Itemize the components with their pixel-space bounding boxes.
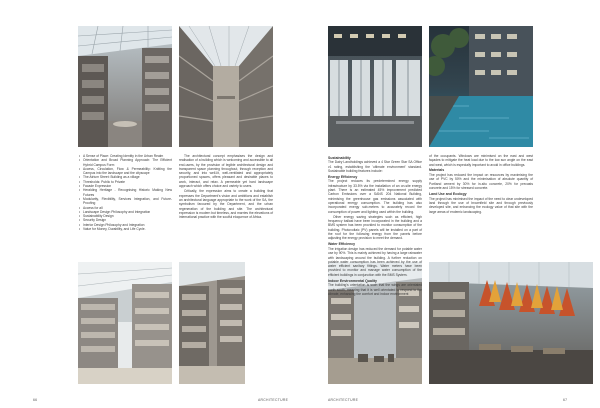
dining-hall-photo-bottom-right <box>429 262 593 384</box>
body-paragraph: The building's orientation is such that the wings are orientated north south, meaning that it is well orientated to respond to the climate, enhancing the comfort and indoor environment <box>328 283 422 296</box>
body-paragraph: The project has minimised the impact of the need to clear undeveloped land through the use of brownfield site and through previously developed site, and enhancing the ecology value of that site with the large areas of endemic landscaping. <box>429 196 533 214</box>
body-paragraph: of the occupants. Windows are minimised on the east and west façades to mitigate the heat load due to the low sun angle on the east and west, which is especially important to avoid in office buildings. <box>429 154 533 167</box>
folio-title-right: ARCHITECTURE <box>328 398 359 402</box>
sustainability-text-column-1 <box>328 154 422 297</box>
folio-title-left: ARCHITECTURE <box>258 398 289 402</box>
section-heading: Water Efficiency <box>328 242 356 247</box>
architectural-concept-text <box>179 154 273 220</box>
list-item: • Sustainability Design <box>83 214 172 218</box>
body-paragraph: The project has reduced the impact on resources by maximising the use of PVC by 50% and the minimisation of absolute quantity of Portland cement by 30% for in-situ concrete, 20% for precasts concrete and 15% for stressed concrete. <box>429 173 533 191</box>
list-item: • A Sense of Place: Creating Identity in the Urban Realm <box>83 154 172 158</box>
list-item: • Access for all <box>83 206 172 210</box>
list-item: • Security Design <box>83 218 172 222</box>
section-heading: Energy Efficiency <box>328 174 358 179</box>
list-item: • Landscape Design Philosophy and Integration <box>83 210 172 214</box>
atrium-photo-top-left <box>78 26 172 147</box>
list-item: • The Atrium Street: Building as a village <box>83 175 172 179</box>
body-paragraph: Critically, the expression aims to create a building that expresses the Department's vision and ambitions and establish an architectural language appropriate to the work of the SA, the symbolism favoured by the Department, and the urban regeneration of the building and site. The architectural expression is modern but timeless, and marries the elevations of international practice with the soulful eloquence of Africa. <box>179 189 274 220</box>
list-item: • Interior Design Philosophy and Integration <box>83 223 172 227</box>
atrium-photo-bottom-narrow <box>179 262 245 384</box>
body-paragraph: The Dairy Landholdings achieved a 4 Star Green Star SA Office v1 rating, establishing the 'ultimate environment' standard. Sustainable building features include: <box>328 160 422 173</box>
list-item: • Access, Circulation, Flow & Permeability: Knitting the Campus into the landscape and the cityscape <box>83 167 172 176</box>
list-item: • Thresholds: Public to Private <box>83 180 172 184</box>
section-heading: Land Use and Ecology <box>429 191 467 196</box>
list-item: • Modularity, Flexibility, Services Integration, and Future-Proofing <box>83 197 172 206</box>
list-item: • Value for Money, Durability, and Life Cycle. <box>83 227 172 231</box>
atrium-photo-bottom-wide <box>78 262 172 384</box>
section-heading: Materials <box>429 168 445 173</box>
atrium-photo-top-right <box>179 26 273 147</box>
courtyard-photo-top-left <box>328 26 422 147</box>
section-heading: Indoor Environmental Quality <box>328 278 378 283</box>
section-heading: Sustainability <box>328 155 351 160</box>
list-item: • Heralding Heritage - Recognising Historic Making New Futures <box>83 188 172 197</box>
body-paragraph: The irrigation design has reduced the demand for potable water use by 90%. This is mainly achieved by having a large rainwater with landscaping around the building. A further reduction on potable water consumption has been achieved by the use of water efficient sanitary fittings. Water meters have been provided to monitor and manage water consumption of the efficient buildings in conjunction with the BMS System. <box>328 246 422 277</box>
body-paragraph: The architectural concept emphasises the design and realisation of a building which is welcoming and accessible to all end-users, by the provision of legible architectural design and transparent space planning throughout, through reception and security, and into well-lit, well-ventilated and appropriately proportioned spaces, offers pleasant and desirable places to work, interact, and relax. A permeable yet hard landscape approach which offers choice and variety to users. <box>179 154 273 189</box>
list-item: • Orientation and Broad Planning Approach: The Efficient Hybrid Campus Form <box>83 158 172 167</box>
design-principles-list <box>78 154 172 231</box>
body-paragraph: The project reduces its predetermined energy supply infrastructure by 33.5% via the installation of an on-site energy plant. There is an estimated 45% improvement predicted Carbon Emissions over a SANS 204 National Building, minimising the greenhouse gas emissions associated with operational energy consumption. The building has also incorporated energy sub-meters to accurately record the consumption of power and lighting used within the building. <box>328 179 422 214</box>
water-feature-photo-top-right <box>429 26 533 147</box>
folio-page-number-right: 67 <box>563 398 568 402</box>
body-paragraph: Other energy saving strategies such as efficient, high frequency ballast have been incorporated in the building and a BMS system has been provided to monitor consumption of the building. Photovoltaic (PV) panels will be installed on a part of the roof for the following energy from the panels before adjusting the energy provision to meet the demand. <box>328 214 422 241</box>
folio-page-number-left: 66 <box>33 398 38 402</box>
list-item: • Facade Expression <box>83 184 172 188</box>
sustainability-text-column-2 <box>429 154 533 215</box>
